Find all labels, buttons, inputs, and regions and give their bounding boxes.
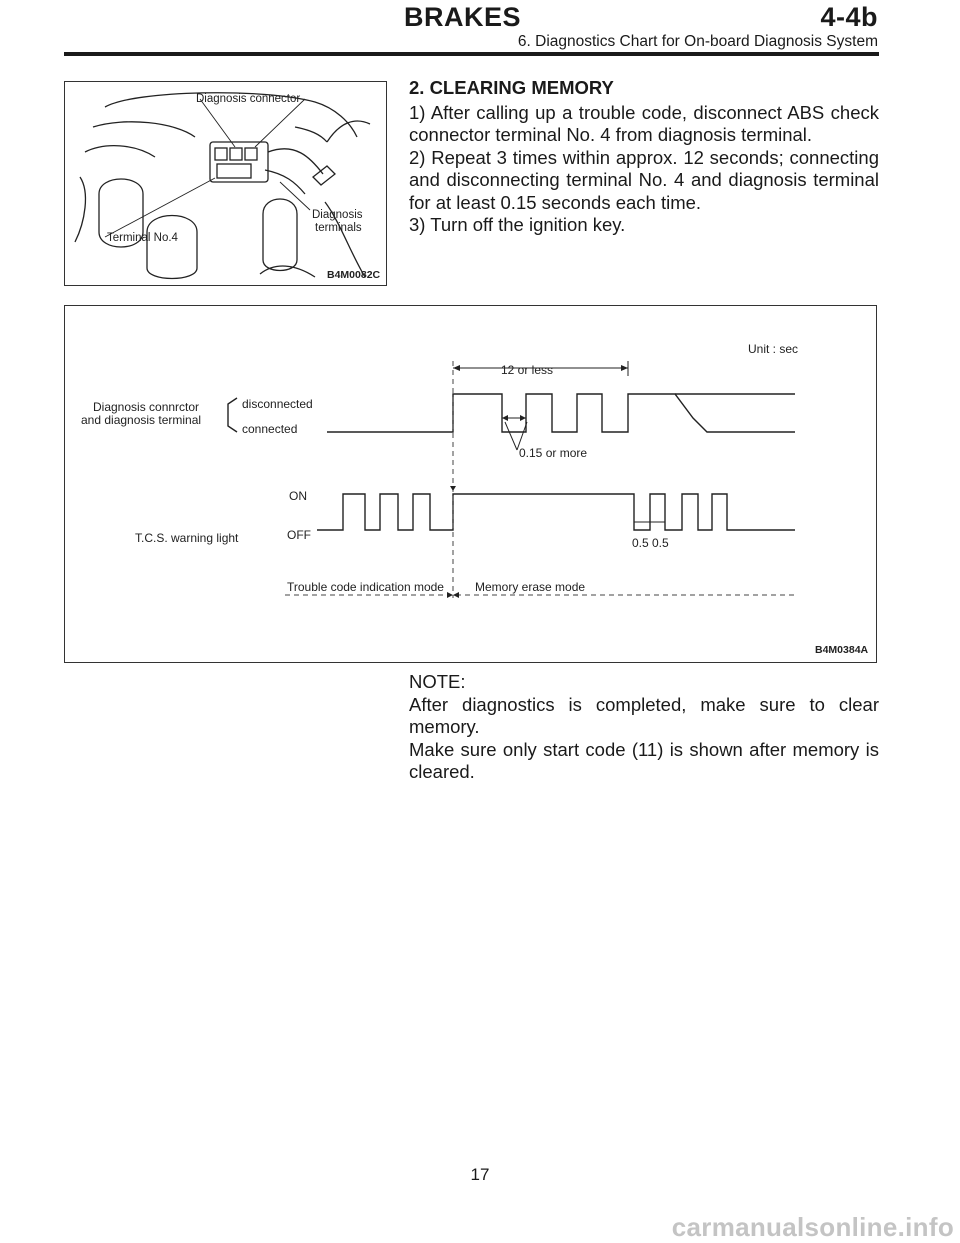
section-code: 4-4b: [820, 2, 878, 32]
label-diagnosis-connector: Diagnosis connector: [196, 93, 301, 105]
connector-row-label-1: Diagnosis connrctor: [93, 400, 200, 414]
figure-code-1: B4M0082C: [327, 269, 381, 281]
blink-duration-b: 0.5: [652, 536, 669, 550]
label-diagnosis-terminals-2: terminals: [315, 222, 362, 234]
clearing-memory-section: [409, 77, 879, 237]
section-subtitle: 6. Diagnostics Chart for On-board Diagnosis System: [517, 33, 878, 50]
state-connected: connected: [242, 422, 298, 436]
mode-left-label: Trouble code indication mode: [287, 580, 444, 594]
note-line-1: After diagnostics is completed, make sure to clear memory.: [409, 693, 879, 737]
step-3: 3) Turn off the ignition key.: [409, 214, 626, 235]
note-line-2: Make sure only start code (11) is shown after memory is cleared.: [409, 738, 879, 782]
timing-diagram: [65, 306, 876, 662]
figure-timing-diagram: [64, 305, 877, 663]
mode-right-label: Memory erase mode: [475, 580, 586, 594]
page-number: 17: [470, 1165, 490, 1184]
min-pulse-label: 0.15 or more: [519, 446, 588, 460]
header-rule: [64, 52, 879, 56]
label-terminal-no4: Terminal No.4: [107, 232, 178, 244]
warning-light-signal: [317, 494, 795, 530]
connector-illustration: [65, 82, 386, 285]
step-1: 1) After calling up a trouble code, disconnect ABS check connector terminal No. 4 from diagnosis terminal.: [409, 101, 879, 145]
section-title: BRAKES: [404, 2, 522, 32]
unit-label: Unit : sec: [748, 342, 799, 356]
connector-signal: [327, 394, 795, 432]
note-block: [409, 671, 879, 784]
figure-diagnosis-connector: [64, 81, 387, 286]
section-heading: 2. CLEARING MEMORY: [409, 77, 614, 98]
note-title: NOTE:: [409, 671, 466, 692]
blink-duration-a: 0.5: [632, 536, 649, 550]
connector-row-label-2: and diagnosis terminal: [81, 413, 202, 427]
label-diagnosis-terminals-1: Diagnosis: [312, 209, 363, 221]
state-on: ON: [289, 489, 307, 503]
interval-label: 12 or less: [501, 363, 554, 377]
state-off: OFF: [287, 528, 311, 542]
state-disconnected: disconnected: [242, 397, 313, 411]
figure-code-2: B4M0384A: [815, 644, 869, 656]
warning-light-row-label: T.C.S. warning light: [135, 531, 239, 545]
watermark: carmanualsonline.info: [671, 1212, 954, 1242]
step-2: 2) Repeat 3 times within approx. 12 seconds; connecting and disconnecting terminal No. 4 and diagnosis terminal for at least 0.15 seconds each time.: [409, 146, 879, 213]
